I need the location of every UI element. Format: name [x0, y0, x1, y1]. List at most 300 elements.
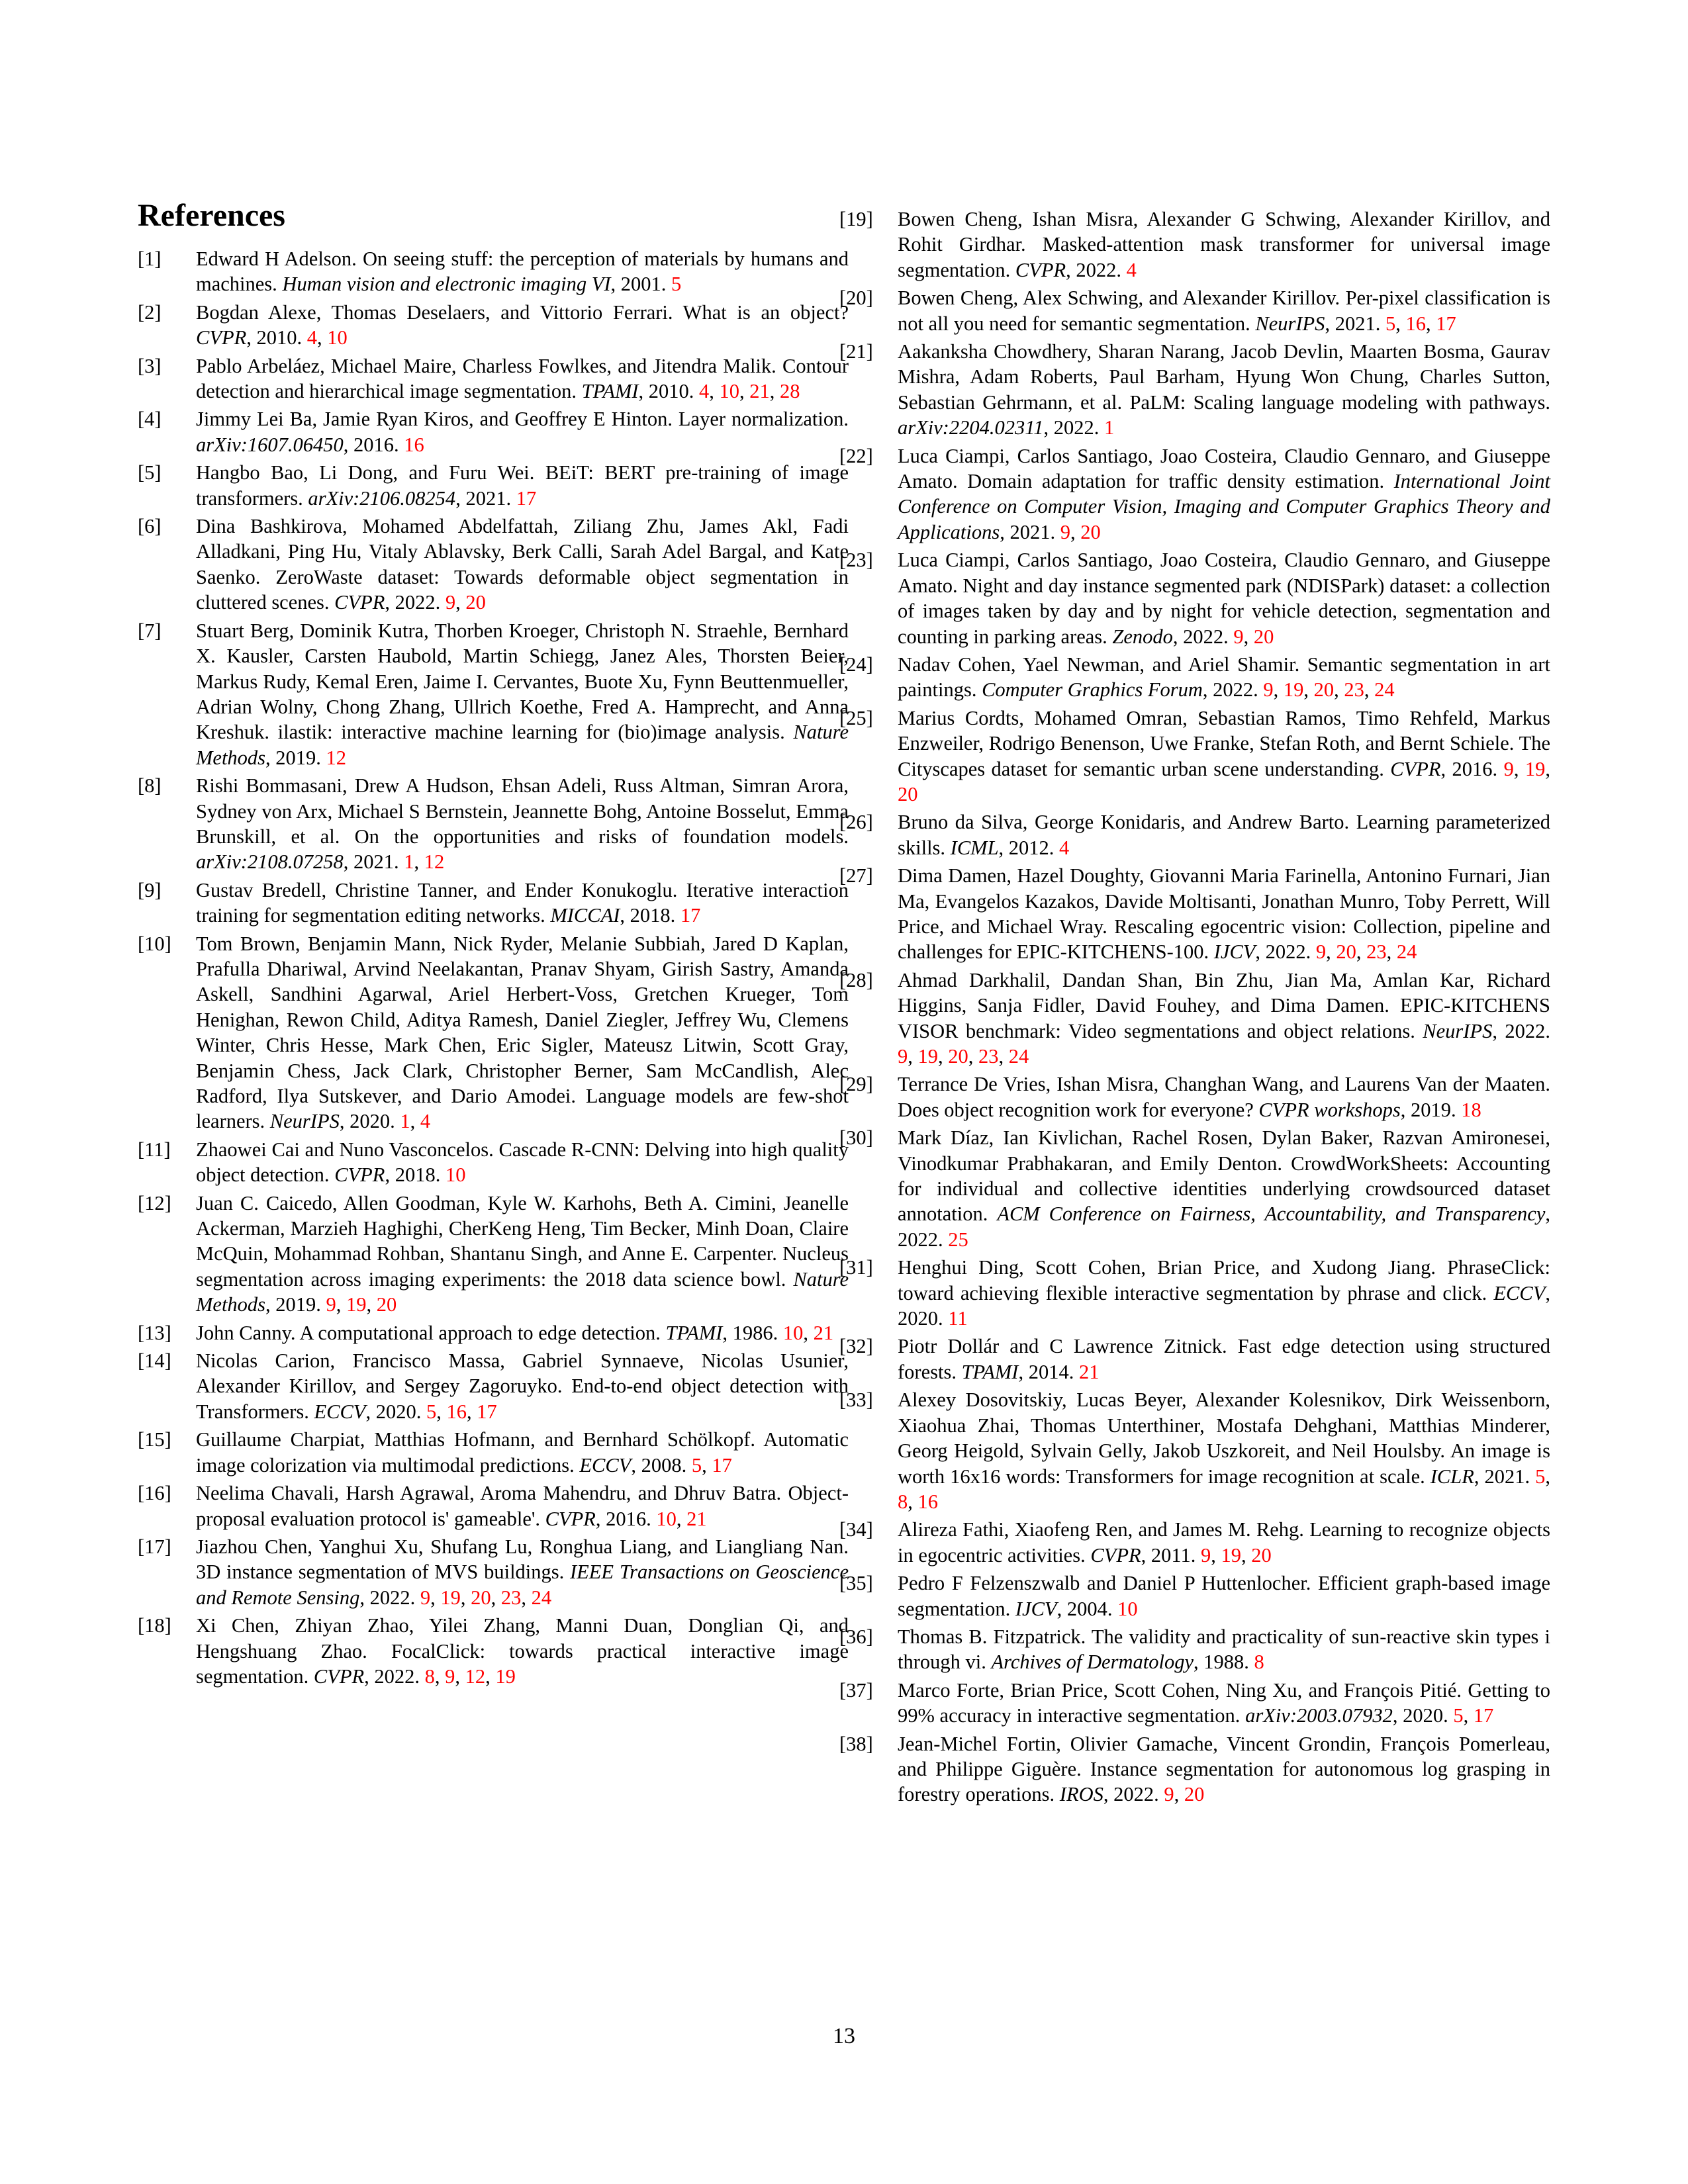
reference-year: , 2022.: [1255, 940, 1316, 964]
citation-page-link[interactable]: 9: [445, 591, 456, 614]
citation-page-link[interactable]: 20: [948, 1045, 968, 1068]
reference-entry: [138, 1320, 849, 1345]
reference-text: [898, 1126, 1550, 1251]
reference-text: Nicolas Carion, Francisco Massa, Gabriel Synnaeve, Nicolas Usunier, Alexander Kirillov, and Sergey Zagoruyko. End-to-end object detection with Transformers. ECCV, 2020. 5, 16, 17: [196, 1349, 849, 1423]
reference-authors: Xi Chen, Zhiyan Zhao, Yilei Zhang, Manni Duan, Donglian Qi, and Hengshuang Zhao.: [196, 1614, 849, 1662]
citation-page-link[interactable]: 4: [306, 326, 317, 349]
reference-authors: Stuart Berg, Dominik Kutra, Thorben Kroeger, Christoph N. Straehle, Bernhard X. Kausler, Carsten Haubold, Martin Schiegg, Janez Ales, Thorsten Beier, Markus Rudy, Kemal Eren, Jaime I. Cervantes, Buote Xu, Fynn Beuttenmueller, Adrian Wolny, Chong Zhang, Ullrich Koethe, Fred A. Hamprecht, and Anna Kreshuk.: [196, 619, 849, 744]
reference-entry: [839, 1570, 1550, 1621]
reference-year: , 2020.: [898, 1281, 1550, 1330]
reference-entry: [138, 1480, 849, 1531]
reference-text: [196, 619, 849, 769]
reference-venue: Computer Graphics Forum: [982, 678, 1203, 702]
reference-year: , 2020.: [365, 1400, 426, 1423]
reference-text: [196, 1138, 849, 1186]
citation-page-link[interactable]: 20: [898, 782, 918, 805]
reference-title: Object-proposal evaluation protocol is' gameable'.: [196, 1482, 849, 1530]
reference-number: [31]: [839, 1256, 873, 1279]
citation-page-link[interactable]: 9: [420, 1586, 431, 1609]
reference-year: , 2022.: [1066, 258, 1127, 281]
reference-number: [7]: [138, 619, 162, 642]
reference-year: , 2018.: [620, 904, 680, 927]
reference-authors: Pablo Arbeláez, Michael Maire, Charless Fowlkes, and Jitendra Malik.: [196, 354, 783, 377]
reference-venue: IROS: [1059, 1783, 1103, 1806]
reference-number: [2]: [138, 300, 162, 324]
citation-page-link[interactable]: 4: [420, 1110, 431, 1133]
reference-title: On the opportunities and risks of foundation models.: [354, 825, 849, 848]
reference-venue: TPAMI: [961, 1360, 1019, 1383]
reference-title: Iterative interaction training for segmentation editing networks.: [196, 878, 849, 927]
reference-authors: Dina Bashkirova, Mohamed Abdelfattah, Ziliang Zhu, James Akl, Fadi Alladkani, Ping Hu, Vitaly Ablavsky, Berk Calli, Sarah Adel Bargal, and Kate Saenko.: [196, 515, 849, 588]
reference-title: Learning parameterized skills.: [898, 811, 1551, 859]
citation-page-link[interactable]: 20: [1253, 625, 1274, 648]
citation-page-link[interactable]: 10: [656, 1507, 677, 1530]
citation-page-link[interactable]: 9: [898, 1045, 908, 1068]
reference-authors: Thomas B. Fitzpatrick.: [898, 1625, 1092, 1648]
citation-page-link[interactable]: 19: [1524, 757, 1546, 780]
reference-year: , 2022.: [385, 591, 445, 614]
reference-year: , 2020.: [339, 1110, 400, 1133]
reference-text: Pablo Arbeláez, Michael Maire, Charless Fowlkes, and Jitendra Malik. Contour detection and hierarchical image segmentation. TPAMI, 2010. 4, 10, 21, 28: [196, 354, 849, 403]
citation-page-link[interactable]: 19: [495, 1664, 516, 1688]
reference-title: Night and day instance segmented park (NDISPark) dataset: a collection of images taken by day and by night for vehicle detection, segmentation and counting in parking areas.: [898, 574, 1550, 648]
reference-entry: [138, 1613, 849, 1689]
citation-page-link[interactable]: 24: [1374, 678, 1395, 702]
reference-venue: IJCV: [1015, 1597, 1057, 1620]
citation-page-link[interactable]: 12: [424, 850, 445, 874]
reference-text: Rishi Bommasani, Drew A Hudson, Ehsan Adeli, Russ Altman, Simran Arora, Sydney von Arx, Michael S Bernstein, Jeannette Bohg, Antoine Bosselut, Emma Brunskill, et al. On the opportunities and risks of foundation models. arXiv:2108.07258, 2021. 1, 12: [196, 774, 849, 874]
citation-page-link[interactable]: 20: [471, 1586, 491, 1609]
reference-entry: [138, 1534, 849, 1610]
citation-page-link[interactable]: 20: [1336, 940, 1356, 964]
citation-page-link[interactable]: 4: [1059, 836, 1070, 859]
reference-venue: TPAMI: [581, 380, 639, 403]
reference-text: [898, 208, 1550, 281]
reference-year: , 2019.: [265, 1293, 326, 1316]
reference-number: [13]: [138, 1321, 171, 1344]
citation-page-link[interactable]: 21: [813, 1321, 834, 1344]
reference-authors: Juan C. Caicedo, Allen Goodman, Kyle W. Karhohs, Beth A. Cimini, Jeanelle Ackerman, Marzieh Haghighi, CherKeng Heng, Tim Becker, Minh Doan, Claire McQuin, Mohammad Rohban, Shantanu Singh, and Anne E. Carpenter.: [196, 1191, 849, 1265]
reference-text: Jiazhou Chen, Yanghui Xu, Shufang Lu, Ronghua Liang, and Liangliang Nan. 3D instance segmentation of MVS buildings. IEEE Transactions on Geoscience and Remote Sensing, 2022. 9, 19, 20, 23, 24: [196, 1535, 849, 1609]
citation-page-link[interactable]: 10: [445, 1163, 466, 1187]
reference-entry: [138, 878, 849, 929]
reference-year: , 2021.: [343, 850, 404, 874]
reference-venue: CVPR: [1015, 258, 1066, 281]
reference-text: Luca Ciampi, Carlos Santiago, Joao Costeira, Claudio Gennaro, and Giuseppe Amato. Night and day instance segmented park (NDISPark) dataset: a collection of images taken by day and by night for vehicle detection, segmentation and counting in parking areas. Zenodo, 2022. 9, 20: [898, 549, 1550, 648]
reference-text: Alexey Dosovitskiy, Lucas Beyer, Alexander Kolesnikov, Dirk Weissenborn, Xiaohua Zhai, Thomas Unterthiner, Mostafa Dehghani, Matthias Minderer, Georg Heigold, Sylvain Gelly, Jakob Uszkoreit, and Neil Houlsby. An image is worth 16x16 words: Transformers for image recognition at scale. ICLR, 2021. 5, 8, 16: [898, 1388, 1551, 1513]
reference-title: CrowdWorkSheets: Accounting for individual and collective identities underlying crowdsourced dataset annotation.: [898, 1152, 1551, 1226]
reference-text: [196, 248, 849, 295]
reference-text: Juan C. Caicedo, Allen Goodman, Kyle W. Karhohs, Beth A. Cimini, Jeanelle Ackerman, Marzieh Haghighi, CherKeng Heng, Tim Becker, Minh Doan, Claire McQuin, Mohammad Rohban, Shantanu Singh, and Anne E. Carpenter. Nucleus segmentation across imaging experiments: the 2018 data science bowl. Nature Methods, 2019. 9, 19, 20: [196, 1191, 849, 1316]
reference-venue: arXiv:2106.08254: [308, 486, 456, 510]
reference-title: ZeroWaste dataset: Towards deformable object segmentation in cluttered scenes.: [196, 565, 849, 614]
reference-number: [23]: [839, 549, 873, 572]
citation-page-link[interactable]: 9: [326, 1293, 336, 1316]
citation-page-link[interactable]: 23: [500, 1586, 522, 1609]
citation-page-link[interactable]: 16: [446, 1400, 467, 1423]
reference-entry: [839, 968, 1550, 1069]
reference-title: PaLM: Scaling language modeling with pathways.: [1129, 390, 1551, 414]
reference-text: [196, 461, 849, 509]
reference-venue: NeurIPS: [1255, 312, 1325, 335]
reference-authors: Bruno da Silva, George Konidaris, and Andrew Barto.: [898, 811, 1356, 834]
reference-year: , 2010.: [638, 380, 700, 403]
citation-page-link[interactable]: 9: [1060, 520, 1070, 543]
reference-number: [25]: [839, 706, 873, 729]
reference-year: , 2004.: [1056, 1597, 1118, 1620]
reference-venue: ICML: [950, 836, 999, 859]
reference-venue: CVPR: [1390, 757, 1441, 780]
reference-entry: [839, 863, 1550, 965]
reference-authors: Luca Ciampi, Carlos Santiago, Joao Costeira, Claudio Gennaro, and Giuseppe Amato.: [898, 549, 1550, 597]
reference-year: , 1988.: [1193, 1651, 1254, 1674]
reference-venue: ECCV: [1493, 1281, 1546, 1304]
reference-year: , 2022.: [1492, 1019, 1550, 1042]
reference-title: A computational approach to edge detection.: [299, 1321, 666, 1344]
reference-year: , 2022.: [1202, 678, 1264, 702]
reference-number: [14]: [138, 1349, 171, 1373]
reference-number: [12]: [138, 1191, 171, 1214]
reference-number: [17]: [138, 1535, 171, 1558]
reference-authors: Jimmy Lei Ba, Jamie Ryan Kiros, and Geoffrey E Hinton.: [196, 408, 679, 431]
reference-text: [898, 1335, 1550, 1383]
reference-entry: [138, 246, 849, 297]
reference-year: , 2011.: [1141, 1543, 1201, 1567]
reference-title: Contour detection and hierarchical image segmentation.: [196, 354, 849, 403]
reference-title: EPIC-KITCHENS VISOR benchmark: Video segmentations and object relations.: [898, 994, 1550, 1042]
reference-text: [196, 408, 849, 455]
references-heading: References: [138, 198, 285, 233]
reference-authors: Henghui Ding, Scott Cohen, Brian Price, and Xudong Jiang.: [898, 1256, 1448, 1279]
reference-title: End-to-end object detection with Transformers.: [196, 1375, 849, 1423]
reference-text: [898, 1572, 1550, 1619]
page-number: 13: [833, 2024, 855, 2048]
reference-title: Instance segmentation for autonomous log grasping in forestry operations.: [898, 1757, 1550, 1806]
citation-page-link[interactable]: 10: [782, 1321, 804, 1344]
reference-entry: [138, 300, 849, 351]
reference-authors: Hangbo Bao, Li Dong, and Furu Wei.: [196, 461, 545, 484]
references-column-left: [138, 246, 849, 1692]
reference-entry: [138, 1137, 849, 1188]
reference-year: , 2016.: [595, 1507, 657, 1530]
reference-entry: [138, 618, 849, 770]
reference-venue: arXiv:1607.06450: [196, 433, 344, 456]
reference-entry: [839, 1678, 1550, 1729]
reference-number: [21]: [839, 340, 873, 363]
reference-year: , 1986.: [722, 1321, 783, 1344]
reference-year: , 2019.: [265, 746, 326, 769]
reference-venue: Nature Methods: [196, 721, 849, 769]
citation-page-link[interactable]: 19: [346, 1293, 367, 1316]
reference-venue: Human vision and electronic imaging VI: [282, 273, 611, 296]
reference-title: 3D instance segmentation of MVS buildings.: [196, 1561, 571, 1584]
citation-page-link[interactable]: 24: [1396, 940, 1417, 964]
reference-number: [35]: [839, 1572, 873, 1595]
reference-entry: [839, 547, 1550, 649]
reference-year: , 2014.: [1018, 1360, 1079, 1383]
reference-title: Learning to recognize objects in egocentric activities.: [898, 1518, 1550, 1567]
reference-venue: CVPR workshops: [1258, 1098, 1401, 1121]
reference-venue: CVPR: [334, 1163, 385, 1187]
reference-number: [1]: [138, 248, 162, 270]
citation-page-link[interactable]: 18: [1461, 1098, 1481, 1121]
reference-authors: Zhaowei Cai and Nuno Vasconcelos.: [196, 1138, 499, 1161]
reference-title: The Cityscapes dataset for semantic urban scene understanding.: [898, 732, 1550, 780]
reference-entry: [839, 1517, 1550, 1568]
reference-authors: Bowen Cheng, Alex Schwing, and Alexander Kirillov.: [898, 287, 1346, 310]
reference-authors: Pedro F Felzenszwalb and Daniel P Huttenlocher.: [898, 1572, 1318, 1595]
reference-year: , 2021.: [1000, 520, 1060, 543]
reference-year: , 2001.: [610, 273, 672, 296]
reference-text: [196, 879, 849, 927]
reference-venue: IJCV: [1213, 940, 1256, 964]
citation-page-link[interactable]: 8: [898, 1490, 908, 1513]
citation-page-link[interactable]: 10: [327, 326, 348, 349]
reference-title: Rescaling egocentric vision: Collection, pipeline and challenges for EPIC-KITCHENS-100.: [898, 915, 1550, 964]
reference-number: [9]: [138, 878, 162, 901]
citation-page-link[interactable]: 5: [671, 273, 682, 296]
citation-page-link[interactable]: 10: [719, 380, 740, 403]
citation-page-link[interactable]: 11: [948, 1307, 968, 1330]
citation-page-link[interactable]: 20: [1251, 1543, 1272, 1567]
reference-authors: Mark Díaz, Ian Kivlichan, Rachel Rosen, Dylan Baker, Razvan Amironesei, Vinodkumar Prabhakaran, and Emily Denton.: [898, 1126, 1550, 1175]
reference-authors: Rishi Bommasani, Drew A Hudson, Ehsan Adeli, Russ Altman, Simran Arora, Sydney von Arx, Michael S Bernstein, Jeannette Bohg, Antoine Bosselut, Emma Brunskill, et al.: [196, 774, 849, 848]
reference-authors: Nadav Cohen, Yael Newman, and Ariel Shamir.: [898, 653, 1307, 676]
reference-title: Layer normalization.: [678, 408, 849, 431]
reference-year: , 2021.: [1325, 312, 1385, 335]
citation-page-link[interactable]: 16: [404, 433, 424, 456]
reference-venue: CVPR: [1090, 1543, 1141, 1567]
citation-page-link[interactable]: 24: [531, 1586, 552, 1609]
reference-number: [30]: [839, 1126, 873, 1150]
reference-authors: Terrance De Vries, Ishan Misra, Changhan Wang, and Laurens Van der Maaten.: [898, 1073, 1550, 1096]
reference-entry: [839, 809, 1550, 860]
citation-page-link[interactable]: 9: [1233, 625, 1244, 648]
reference-text: Dina Bashkirova, Mohamed Abdelfattah, Ziliang Zhu, James Akl, Fadi Alladkani, Ping Hu, Vitaly Ablavsky, Berk Calli, Sarah Adel Bargal, and Kate Saenko. ZeroWaste dataset: Towards deformable object segmentation in cluttered scenes. CVPR, 2022. 9, 20: [196, 515, 849, 614]
citation-page-link[interactable]: 12: [465, 1664, 486, 1688]
reference-text: Marco Forte, Brian Price, Scott Cohen, Ning Xu, and François Pitié. Getting to 99% accuracy in interactive segmentation. arXiv:2003.07932, 2020. 5, 17: [898, 1678, 1550, 1727]
reference-text: Guillaume Charpiat, Matthias Hofmann, and Bernhard Schölkopf. Automatic image colorization via multimodal predictions. ECCV, 2008. 5, 17: [196, 1428, 849, 1477]
reference-entry: [839, 1387, 1550, 1514]
reference-venue: CVPR: [313, 1664, 365, 1688]
reference-number: [36]: [839, 1625, 873, 1648]
citation-page-link[interactable]: 1: [400, 1110, 410, 1133]
reference-venue: NeurIPS: [1423, 1019, 1493, 1042]
reference-number: [32]: [839, 1335, 873, 1358]
reference-text: Luca Ciampi, Carlos Santiago, Joao Costeira, Claudio Gennaro, and Giuseppe Amato. Domain adaptation for traffic density estimation. International Joint Conference on Computer Vision, Imaging and Computer Graphics Theory and Applications, 2021. 9, 20: [898, 444, 1550, 543]
citation-page-link[interactable]: 24: [1008, 1045, 1029, 1068]
reference-title: Automatic image colorization via multimodal predictions.: [196, 1428, 849, 1477]
reference-title: FocalClick: towards practical interactive image segmentation.: [196, 1639, 849, 1688]
citation-page-link[interactable]: 28: [780, 380, 800, 403]
reference-year: , 2022.: [898, 1203, 1550, 1251]
reference-number: [6]: [138, 515, 162, 538]
citation-page-link[interactable]: 5: [426, 1400, 437, 1423]
reference-entry: [839, 652, 1550, 703]
citation-page-link[interactable]: 9: [1315, 940, 1327, 964]
reference-venue: CVPR: [545, 1507, 596, 1530]
reference-authors: Aakanksha Chowdhery, Sharan Narang, Jacob Devlin, Maarten Bosma, Gaurav Mishra, Adam Roberts, Paul Barham, Hyung Won Chung, Charles Sutton, Sebastian Gehrmann, et al.: [898, 340, 1550, 414]
reference-number: [24]: [839, 653, 873, 676]
reference-title: Does object recognition work for everyone?: [898, 1098, 1259, 1121]
reference-number: [8]: [138, 774, 162, 797]
reference-venue: IEEE Transactions on Geoscience and Remote Sensing: [196, 1561, 849, 1609]
reference-title: An image is worth 16x16 words: Transformers for image recognition at scale.: [898, 1439, 1550, 1488]
citation-page-link[interactable]: 9: [1164, 1783, 1174, 1806]
citation-page-link[interactable]: 21: [749, 380, 770, 403]
citation-page-link[interactable]: 9: [1200, 1543, 1211, 1567]
reference-entry: [839, 206, 1550, 283]
citation-page-link[interactable]: 12: [326, 746, 347, 769]
reference-authors: Guillaume Charpiat, Matthias Hofmann, and Bernhard Schölkopf.: [196, 1428, 764, 1451]
reference-text: Bogdan Alexe, Thomas Deselaers, and Vittorio Ferrari. What is an object? CVPR, 2010. 4, 10: [196, 300, 849, 349]
citation-page-link[interactable]: 19: [1283, 678, 1304, 702]
reference-title: Semantic segmentation in art paintings.: [898, 653, 1551, 702]
citation-page-link[interactable]: 21: [1078, 1360, 1100, 1383]
reference-number: [10]: [138, 932, 171, 955]
citation-page-link[interactable]: 8: [424, 1664, 435, 1688]
reference-text: Dima Damen, Hazel Doughty, Giovanni Maria Farinella, Antonino Furnari, Jian Ma, Evangelos Kazakos, Davide Moltisanti, Jonathan Munro, Toby Perrett, Will Price, and Michael Wray. Rescaling egocentric vision: Collection, pipeline and challenges for EPIC-KITCHENS-100. IJCV, 2022. 9, 20, 23, 24: [898, 864, 1550, 964]
reference-number: [27]: [839, 864, 873, 887]
reference-text: [898, 811, 1550, 858]
reference-authors: Edward H Adelson.: [196, 248, 363, 270]
citation-page-link[interactable]: 17: [477, 1400, 497, 1423]
citation-page-link[interactable]: 23: [1344, 678, 1364, 702]
reference-year: , 2018.: [385, 1163, 445, 1187]
citation-page-link[interactable]: 1: [404, 850, 414, 874]
reference-title: BEiT: BERT pre-training of image transformers.: [196, 461, 849, 510]
citation-page-link[interactable]: 20: [1313, 678, 1335, 702]
citation-page-link[interactable]: 1: [1104, 416, 1115, 439]
citation-page-link[interactable]: 20: [465, 591, 486, 614]
citation-page-link[interactable]: 4: [699, 380, 710, 403]
reference-text: [898, 1073, 1550, 1120]
reference-text: [898, 340, 1550, 439]
reference-authors: Marco Forte, Brian Price, Scott Cohen, Ning Xu, and François Pitié.: [898, 1678, 1468, 1702]
reference-year: , 2020.: [1392, 1704, 1454, 1727]
reference-number: [33]: [839, 1388, 873, 1412]
reference-number: [4]: [138, 408, 162, 431]
reference-venue: ECCV: [314, 1400, 366, 1423]
citation-page-link[interactable]: 10: [1117, 1597, 1138, 1620]
reference-title: Language models are few-shot learners.: [196, 1085, 849, 1133]
reference-authors: Dima Damen, Hazel Doughty, Giovanni Maria Farinella, Antonino Furnari, Jian Ma, Evangelos Kazakos, Davide Moltisanti, Jonathan Munro, Toby Perrett, Will Price, and Michael Wray.: [898, 864, 1550, 938]
citation-page-link[interactable]: 17: [680, 904, 701, 927]
reference-authors: Bowen Cheng, Ishan Misra, Alexander G Schwing, Alexander Kirillov, and Rohit Girdhar.: [898, 208, 1550, 256]
reference-text: Nadav Cohen, Yael Newman, and Ariel Shamir. Semantic segmentation in art paintings. Computer Graphics Forum, 2022. 9, 19, 20, 23, 24: [898, 653, 1551, 702]
reference-entry: [839, 1071, 1550, 1122]
citation-page-link[interactable]: 17: [1436, 312, 1456, 335]
reference-title: On seeing stuff: the perception of materials by humans and machines.: [196, 248, 849, 296]
citation-page-link[interactable]: 5: [691, 1453, 702, 1477]
citation-page-link[interactable]: 25: [948, 1228, 968, 1251]
reference-venue: arXiv:2108.07258: [196, 850, 344, 874]
reference-authors: Luca Ciampi, Carlos Santiago, Joao Costeira, Claudio Gennaro, and Giuseppe Amato.: [898, 444, 1550, 493]
reference-entry: [839, 1334, 1550, 1385]
reference-entry: [138, 1191, 849, 1318]
reference-venue: arXiv:2003.07932: [1245, 1704, 1393, 1727]
reference-number: [5]: [138, 461, 162, 484]
citation-page-link[interactable]: 9: [1503, 757, 1514, 780]
citation-page-link[interactable]: 19: [1221, 1543, 1241, 1567]
reference-number: [16]: [138, 1482, 171, 1505]
citation-page-link[interactable]: 20: [376, 1293, 397, 1316]
reference-year: , 2022.: [1043, 416, 1105, 439]
reference-venue: CVPR: [196, 326, 247, 349]
citation-page-link[interactable]: 8: [1254, 1651, 1264, 1674]
reference-authors: John Canny.: [196, 1321, 300, 1344]
citation-page-link[interactable]: 5: [1453, 1704, 1464, 1727]
citation-page-link[interactable]: 21: [686, 1507, 707, 1530]
reference-text: Neelima Chavali, Harsh Agrawal, Aroma Mahendru, and Dhruv Batra. Object-proposal evaluation protocol is' gameable'. CVPR, 2016. 10, 21: [196, 1482, 849, 1530]
citation-page-link[interactable]: 5: [1385, 312, 1396, 335]
reference-authors: Gustav Bredell, Christine Tanner, and Ender Konukoglu.: [196, 878, 686, 901]
reference-number: [19]: [839, 208, 873, 230]
reference-authors: Jiazhou Chen, Yanghui Xu, Shufang Lu, Ronghua Liang, and Liangliang Nan.: [196, 1535, 849, 1558]
reference-authors: Tom Brown, Benjamin Mann, Nick Ryder, Melanie Subbiah, Jared D Kaplan, Prafulla Dhariwal, Arvind Neelakantan, Pranav Shyam, Girish Sastry, Amanda Askell, Sandhini Agarwal, Ariel Herbert-Voss, Gretchen Krueger, Tom Henighan, Rewon Child, Aditya Ramesh, Daniel Ziegler, Jeffrey Wu, Clemens Winter, Chris Hesse, Mark Chen, Eric Sigler, Mateusz Litwin, Scott Gray, Benjamin Chess, Jack Clark, Christopher Berner, Sam McCandlish, Alec Radford, Ilya Sutskever, and Dario Amodei.: [196, 932, 849, 1107]
citation-page-link[interactable]: 4: [1126, 258, 1137, 281]
citation-page-link[interactable]: 19: [440, 1586, 461, 1609]
reference-entry: [138, 1427, 849, 1478]
reference-text: Tom Brown, Benjamin Mann, Nick Ryder, Melanie Subbiah, Jared D Kaplan, Prafulla Dhariwal, Arvind Neelakantan, Pranav Shyam, Girish Sastry, Amanda Askell, Sandhini Agarwal, Ariel Herbert-Voss, Gretchen Krueger, Tom Henighan, Rewon Child, Aditya Ramesh, Daniel Ziegler, Jeffrey Wu, Clemens Winter, Chris Hesse, Mark Chen, Eric Sigler, Mateusz Litwin, Scott Gray, Benjamin Chess, Jack Clark, Christopher Berner, Sam McCandlish, Alec Radford, Ilya Sutskever, and Dario Amodei. Language models are few-shot learners. NeurIPS, 2020. 1, 4: [196, 932, 849, 1133]
citation-page-link[interactable]: 16: [917, 1490, 938, 1513]
reference-title: What is an object?: [682, 300, 849, 324]
reference-venue: arXiv:2204.02311: [898, 416, 1044, 439]
citation-page-link[interactable]: 19: [917, 1045, 938, 1068]
reference-authors: Bogdan Alexe, Thomas Deselaers, and Vittorio Ferrari.: [196, 300, 683, 324]
reference-year: , 2022.: [1172, 625, 1234, 648]
reference-year: , 2021.: [455, 486, 516, 510]
reference-year: , 2012.: [998, 836, 1060, 859]
citation-page-link[interactable]: 20: [1184, 1783, 1205, 1806]
reference-venue: Nature Methods: [196, 1267, 849, 1316]
reference-title: Domain adaptation for traffic density estimation.: [967, 470, 1394, 493]
reference-entry: [839, 285, 1550, 336]
reference-title: PhraseClick: toward achieving flexible interactive segmentation by phrase and click.: [898, 1256, 1550, 1304]
citation-page-link[interactable]: 17: [1473, 1704, 1494, 1727]
reference-number: [15]: [138, 1428, 171, 1451]
citation-page-link[interactable]: 16: [1405, 312, 1426, 335]
citation-page-link[interactable]: 5: [1535, 1465, 1546, 1488]
reference-number: [38]: [839, 1732, 873, 1755]
reference-authors: Nicolas Carion, Francisco Massa, Gabriel Synnaeve, Nicolas Usunier, Alexander Kirillov, and Sergey Zagoruyko.: [196, 1349, 849, 1398]
reference-entry: [138, 406, 849, 457]
reference-venue: TPAMI: [665, 1321, 723, 1344]
citation-page-link[interactable]: 9: [445, 1664, 455, 1688]
reference-entry: [839, 1255, 1550, 1331]
reference-entry: [138, 773, 849, 875]
reference-venue: NeurIPS: [269, 1110, 340, 1133]
citation-page-link[interactable]: 17: [712, 1453, 732, 1477]
reference-entry: [138, 1348, 849, 1424]
reference-number: [20]: [839, 287, 873, 310]
reference-text: [898, 1625, 1550, 1673]
reference-year: , 2016.: [343, 433, 404, 456]
citation-page-link[interactable]: 9: [1263, 678, 1274, 702]
reference-authors: Marius Cordts, Mohamed Omran, Sebastian Ramos, Timo Rehfeld, Markus Enzweiler, Rodrigo Benenson, Uwe Franke, Stefan Roth, and Bernt Schiele.: [898, 706, 1550, 755]
reference-year: , 2022.: [364, 1664, 425, 1688]
reference-year: , 2008.: [631, 1453, 692, 1477]
citation-page-link[interactable]: 20: [1080, 520, 1101, 543]
reference-number: [34]: [839, 1518, 873, 1541]
reference-authors: Alexey Dosovitskiy, Lucas Beyer, Alexander Kolesnikov, Dirk Weissenborn, Xiaohua Zhai, Thomas Unterthiner, Mostafa Dehghani, Matthias Minderer, Georg Heigold, Sylvain Gelly, Jakob Uszkoreit, and Neil Houlsby.: [898, 1388, 1550, 1463]
citation-page-link[interactable]: 17: [516, 486, 537, 510]
citation-page-link[interactable]: 23: [978, 1045, 999, 1068]
reference-year: , 2016.: [1440, 757, 1504, 780]
reference-number: [28]: [839, 968, 873, 991]
reference-text: Marius Cordts, Mohamed Omran, Sebastian Ramos, Timo Rehfeld, Markus Enzweiler, Rodrigo Benenson, Uwe Franke, Stefan Roth, and Bernt Schiele. The Cityscapes dataset for semantic urban scene understanding. CVPR, 2016. 9, 19, 20: [898, 706, 1551, 805]
citation-page-link[interactable]: 23: [1366, 940, 1387, 964]
